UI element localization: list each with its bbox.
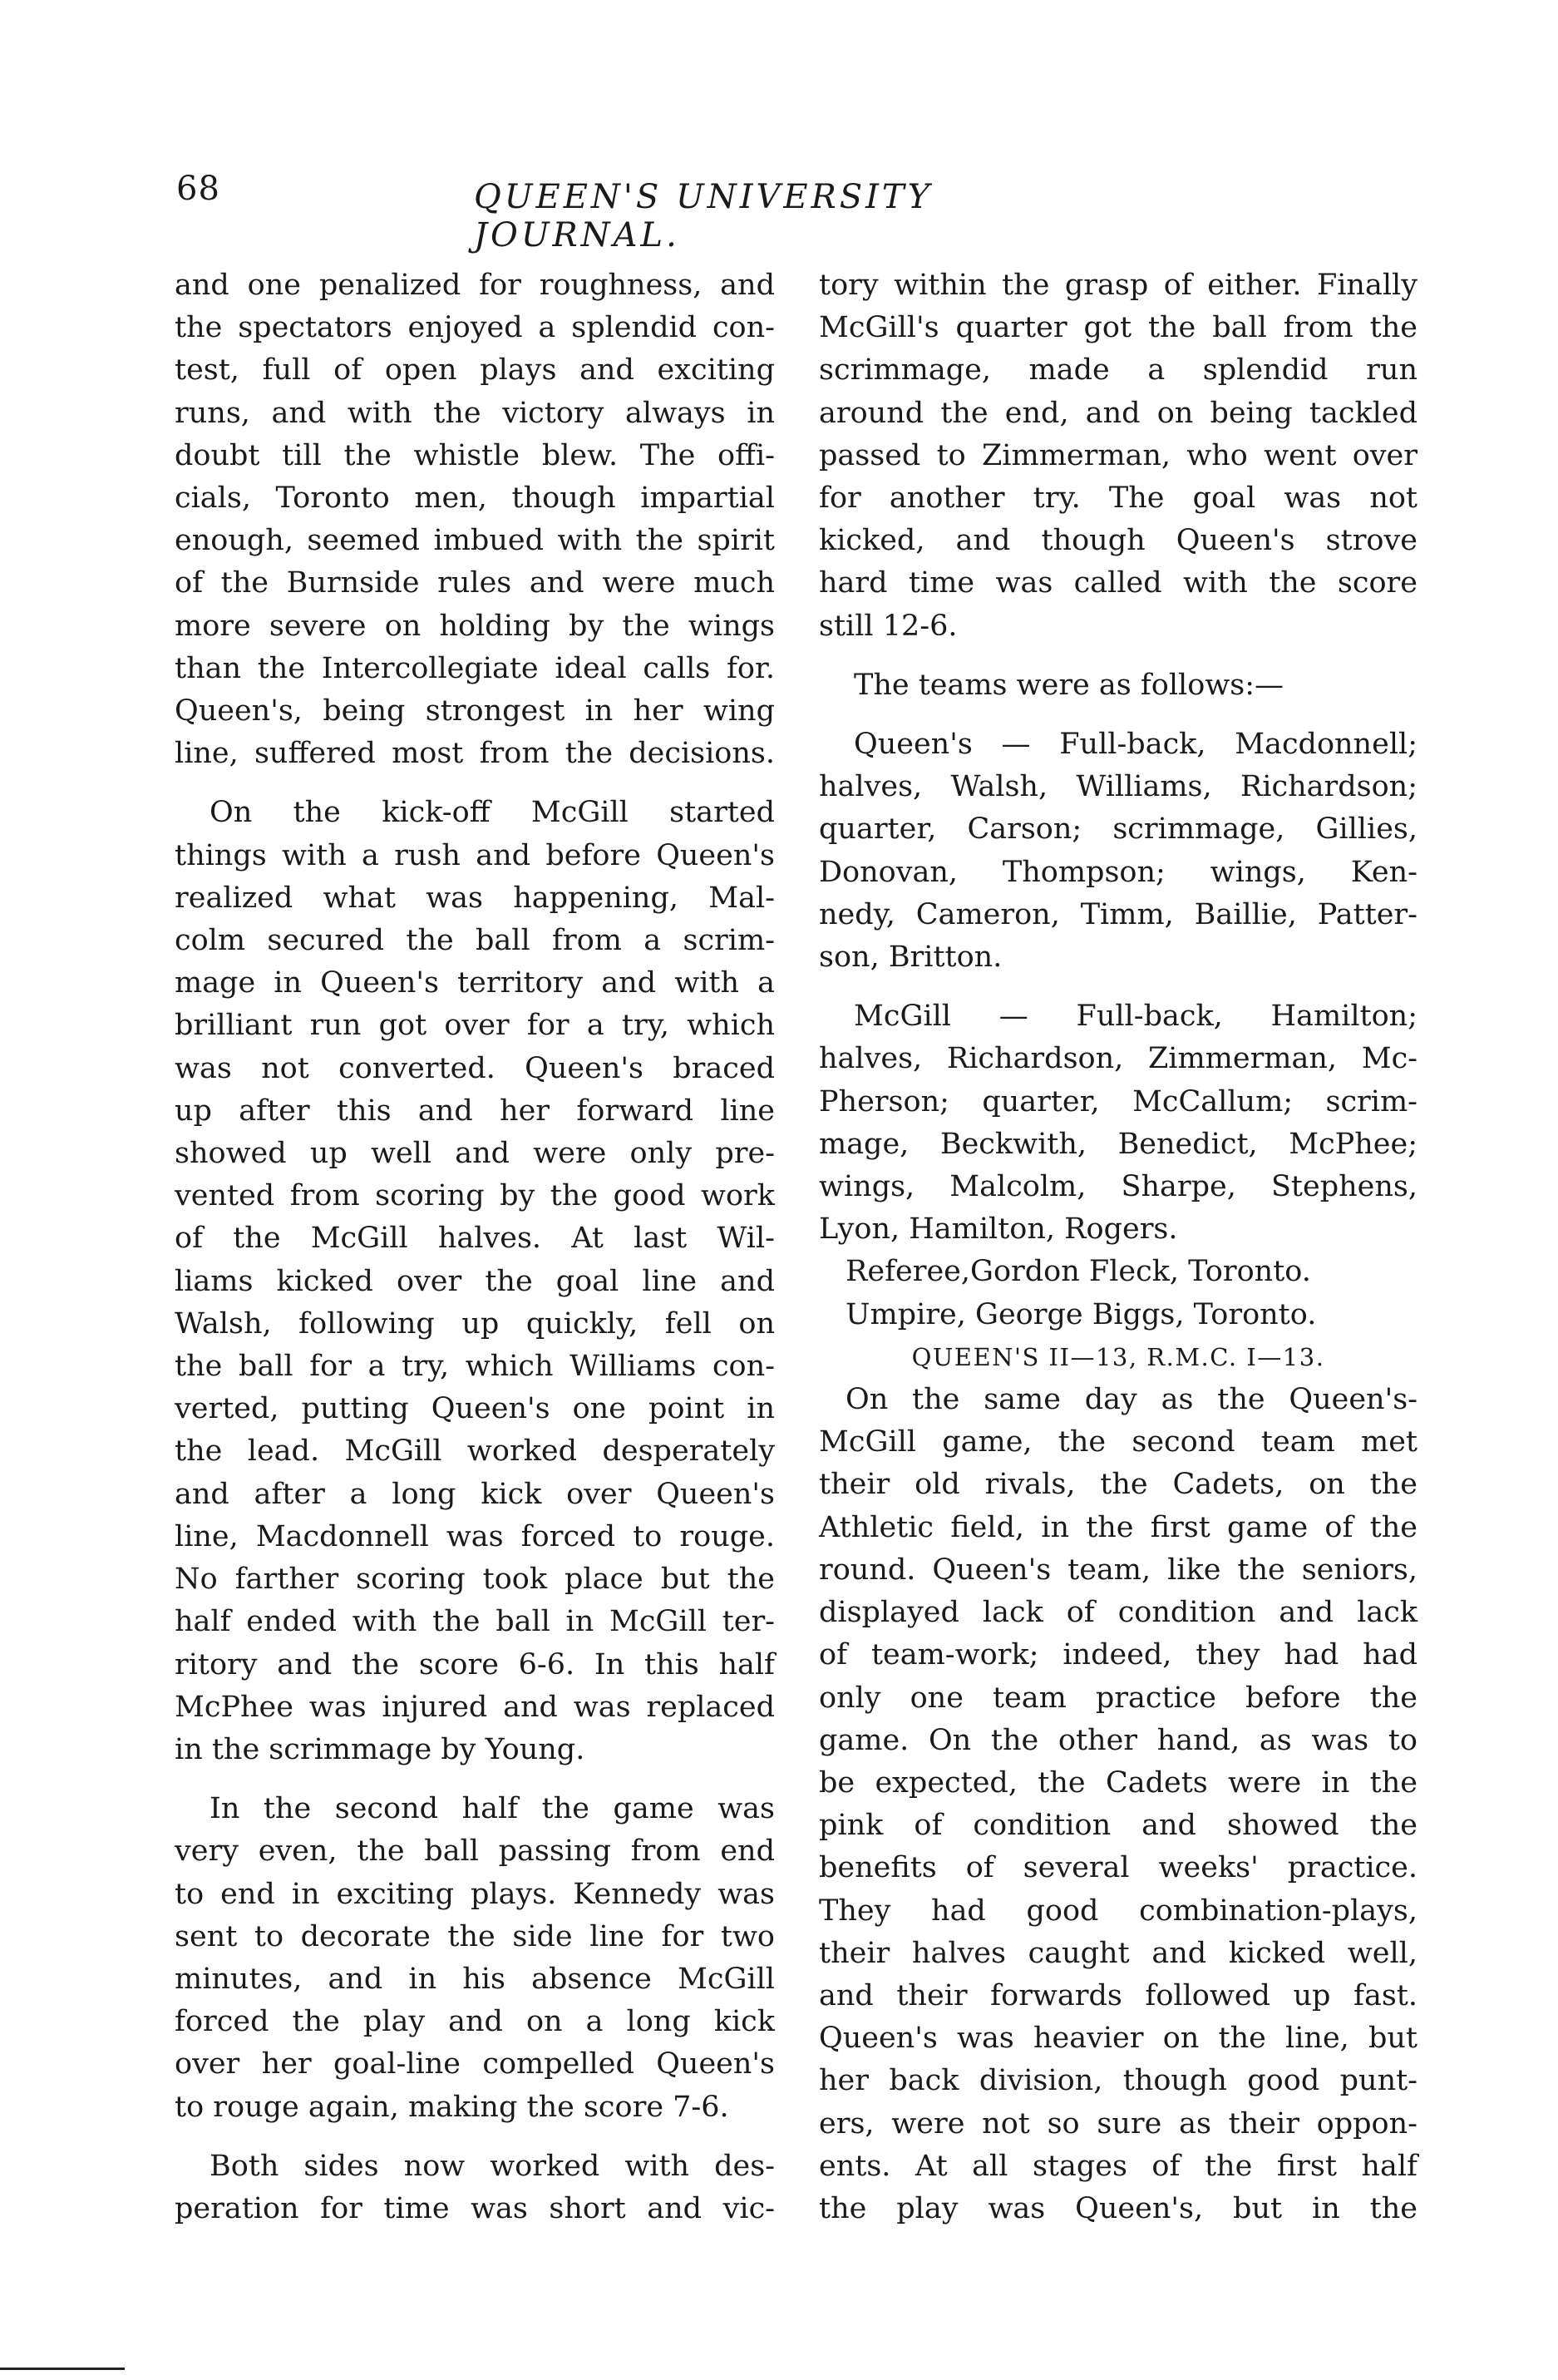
text-line: still 12-6. [819,609,958,643]
text-line: ents. At all stages of the first half [819,2149,1417,2183]
text-line: half ended with the ball in McGill ter- [175,1605,775,1639]
text-line: their halves caught and kicked well, [819,1936,1417,1970]
text-line: hard time was called with the score [819,566,1417,600]
text-line: Pherson; quarter, McCallum; scrim- [819,1084,1417,1118]
text-line: minutes, and in his absence McGill [175,1962,775,1996]
teams-intro: The teams were as follows:— [854,668,1284,702]
referee-line: Referee,Gordon Fleck, Toronto. [846,1255,1311,1289]
text-line: verted, putting Queen's one point in [175,1392,775,1426]
text-line: cials, Toronto men, though impartial [175,481,775,516]
text-line: things with a rush and before Queen's [175,838,775,872]
text-line: halves, Walsh, Williams, Richardson; [819,770,1417,804]
text-line: to end in exciting plays. Kennedy was [175,1877,775,1911]
text-line: to rouge again, making the score 7-6. [175,2090,729,2124]
text-line: peration for time was short and vic- [175,2191,775,2225]
text-line: halves, Richardson, Zimmerman, Mc- [819,1042,1417,1076]
text-line: displayed lack of condition and lack [819,1596,1417,1630]
section-subheading: QUEEN'S II—13, R.M.C. I—13. [911,1342,1325,1371]
text-line: vented from scoring by the good work [175,1179,775,1213]
text-line: brilliant run got over for a try, which [175,1009,775,1043]
text-line: benefits of several weeks' practice. [819,1851,1417,1885]
text-line: Walsh, following up quickly, fell on [175,1306,775,1341]
text-line: in the scrimmage by Young. [175,1732,585,1766]
umpire-line: Umpire, George Biggs, Toronto. [846,1297,1317,1331]
paragraph-opening [175,264,775,775]
text-line: Queen's was heavier on the line, but [819,2022,1417,2056]
text-line: was not converted. Queen's braced [175,1051,775,1085]
text-line: over her goal-line compelled Queen's [175,2047,775,2081]
text-line: On the kick-off McGill started [210,796,775,830]
queens-team-lineup [819,723,1417,979]
text-line: On the same day as the Queen's- [846,1383,1417,1417]
text-line: around the end, and on being tackled [819,396,1417,430]
text-line: kicked, and though Queen's strove [819,524,1417,558]
text-line: McGill game, the second team met [819,1425,1417,1459]
text-line: son, Britton. [819,941,1003,975]
text-line: be expected, the Cadets were in the [819,1765,1417,1800]
text-line: colm secured the ball from a scrim- [175,924,775,958]
text-line: enough, seemed imbued with the spirit [175,524,775,558]
text-line: line, suffered most from the decisions. [175,737,775,771]
text-line: In the second half the game was [210,1792,775,1826]
text-line: their old rivals, the Cadets, on the [819,1468,1417,1502]
text-line: only one team practice before the [819,1681,1417,1715]
text-line: liams kicked over the goal line and [175,1264,775,1298]
text-line: the play was Queen's, but in the [819,2191,1417,2225]
mcgill-team-lineup [819,995,1417,1251]
text-line: more severe on holding by the wings [175,609,775,643]
text-line: wings, Malcolm, Sharpe, Stephens, [819,1170,1417,1204]
text-line: and after a long kick over Queen's [175,1477,775,1511]
text-line: and their forwards followed up fast. [819,1978,1417,2012]
text-line: the spectators enjoyed a splendid con- [175,311,775,345]
paragraph-second-half [175,1788,775,2129]
paragraph-desperation [175,2145,775,2230]
text-line: of the McGill halves. At last Wil- [175,1222,775,1256]
text-line: McPhee was injured and was replaced [175,1690,775,1724]
text-line: Donovan, Thompson; wings, Ken- [819,855,1417,889]
text-line: They had good combination-plays, [819,1894,1417,1928]
text-line: of team-work; indeed, they had had [819,1638,1417,1672]
text-line: tory within the grasp of either. Finally [819,269,1417,302]
text-line: up after this and her forward line [175,1094,775,1128]
text-line: Both sides now worked with des- [210,2149,775,2183]
text-line: her back division, though good punt- [819,2064,1417,2098]
text-line: very even, the ball passing from end [175,1834,775,1869]
text-line: line, Macdonnell was forced to rouge. [175,1519,775,1553]
text-line: for another try. The goal was not [819,481,1417,516]
running-title: QUEEN'S UNIVERSITY JOURNAL. [474,178,934,254]
text-line: showed up well and were only pre- [175,1137,775,1171]
text-line: runs, and with the victory always in [175,396,775,430]
paragraph-second-team [819,1379,1417,2230]
text-line: than the Intercollegiate ideal calls for. [175,651,775,685]
text-line: forced the play and on a long kick [175,2005,775,2039]
text-line: McGill's quarter got the ball from the [819,311,1417,345]
left-column [175,264,775,2230]
text-line: passed to Zimmerman, who went over [819,438,1417,472]
text-line: Lyon, Hamilton, Rogers. [819,1212,1178,1247]
text-line: McGill — Full-back, Hamilton; [854,1000,1417,1034]
text-line: and one penalized for roughness, and [175,269,775,302]
text-line: Athletic field, in the first game of the [819,1510,1417,1544]
text-line: mage, Beckwith, Benedict, McPhee; [819,1127,1417,1161]
page-number: 68 [176,170,220,208]
text-line: Queen's — Full-back, Macdonnell; [854,728,1417,762]
text-line: the ball for a try, which Williams con- [175,1350,775,1384]
text-line: realized what was happening, Mal- [175,881,775,915]
text-line: round. Queen's team, like the seniors, [819,1553,1417,1587]
text-line: ritory and the score 6-6. In this half [175,1647,775,1681]
text-line: game. On the other hand, as was to [819,1723,1417,1757]
page-edge-rule [0,2368,125,2370]
text-line: nedy, Cameron, Timm, Baillie, Patter- [819,897,1417,931]
text-line: mage in Queen's territory and with a [175,966,775,1000]
text-line: of the Burnside rules and were much [175,566,775,600]
text-line: doubt till the whistle blew. The offi- [175,438,775,472]
text-line: quarter, Carson; scrimmage, Gillies, [819,812,1417,847]
paragraph-continuation [819,264,1417,648]
text-line: pink of condition and showed the [819,1809,1417,1843]
text-line: No farther scoring took place but the [175,1563,775,1597]
text-line: the lead. McGill worked desperately [175,1434,775,1469]
paragraph-kick-off [175,792,775,1771]
text-line: test, full of open plays and exciting [175,353,775,388]
right-column [819,264,1417,2230]
text-line: scrimmage, made a splendid run [819,353,1417,388]
text-line: Queen's, being strongest in her wing [175,694,775,728]
text-line: sent to decorate the side line for two [175,1919,775,1953]
text-line: ers, were not so sure as their oppon- [819,2106,1417,2141]
